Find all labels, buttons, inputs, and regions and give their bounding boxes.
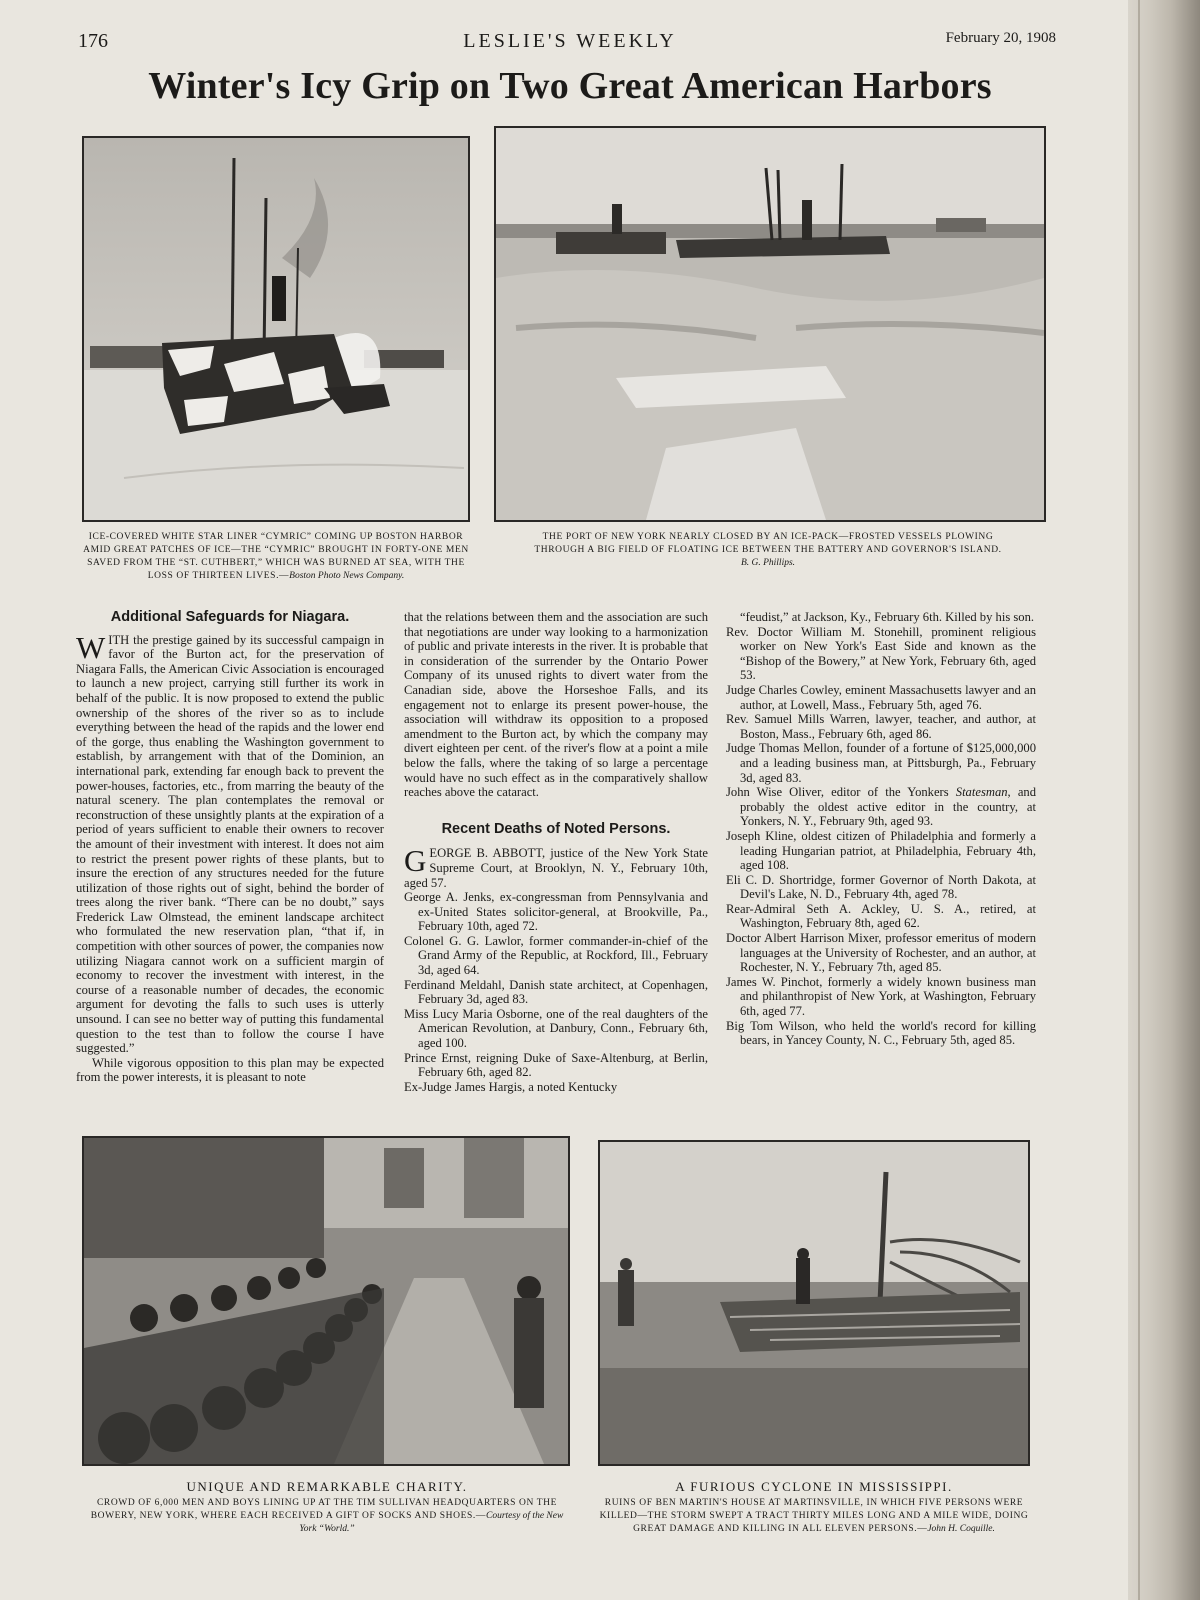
page-headline: Winter's Icy Grip on Two Great American Harbors bbox=[148, 65, 992, 107]
niagara-paragraph-1 bbox=[76, 629, 384, 1056]
death-entry-col3b-5: Big Tom Wilson, who held the world's record for killing bears, in Yancey County, N. C., February 5th, aged 85. bbox=[726, 1018, 1036, 1048]
cyclone-caption-text: RUINS OF BEN MARTIN'S HOUSE AT MARTINSVILLE, IN WHICH FIVE PERSONS WERE KILLED—THE STORM SWEPT A TRACT THIRTY MILES LONG AND A MILE WIDE, DOING GREAT DAMAGE AND KILLING IN ALL ELEVEN PERSONS.— bbox=[599, 1498, 1029, 1534]
oliver-text-b: , and probably the oldest active editor in the country, at Yonkers, N. Y., February 9th, aged 93. bbox=[740, 785, 1036, 829]
oliver-newspaper-name: Statesman bbox=[955, 785, 1008, 800]
niagara-article bbox=[76, 610, 384, 1085]
death-entry-4: Prince Ernst, reigning Duke of Saxe-Altenburg, at Berlin, February 6th, aged 82. bbox=[404, 1050, 708, 1080]
niagara-paragraph-2: While vigorous opposition to this plan may be expected from the power interests, it is pleasant to note bbox=[76, 1055, 384, 1085]
charity-photo-credit: Courtesy of the New York “World.” bbox=[299, 1511, 564, 1534]
death-entry-1: Colonel G. G. Lawlor, former commander-in-chief of the Grand Army of the Republic, at Rockford, Ill., February 3d, aged 64. bbox=[404, 933, 708, 978]
death-entry-3: Miss Lucy Maria Osborne, one of the real daughters of the American Revolution, at Danbury, Conn., February 6th, aged 100. bbox=[404, 1006, 708, 1051]
niagara-heading: Additional Safeguards for Niagara. bbox=[110, 609, 350, 625]
death-entry-col3b-0: Joseph Kline, oldest citizen of Philadelphia and formerly a leading Hungarian patriot, at Philadelphia, February 4th, aged 108. bbox=[726, 828, 1036, 873]
death-entry-col3b-1: Eli C. D. Shortridge, former Governor of North Dakota, at Devil's Lake, N. D., February 4th, aged 78. bbox=[726, 872, 1036, 902]
niagara-paragraph-2-continued: that the relations between them and the association are such that negotiations are under way looking to a harmonization of public and private interests in the river. It is probable that in consideration of the surrender by the Ontario Power Company of its unused rights to divert water from the Canadian side, above the Horseshoe Falls, and its engagement not to enlarge its present power-house, the association will withdraw its opposition to a proposed amendment to the Burton act, by which the company may divert eighteen per cent. of the river's flow at a point a mile below the falls, where the taking of so large a percentage would have no such effect as in the comparatively shallow reaches above the cataract. bbox=[404, 610, 708, 800]
deaths-list-part-3 bbox=[726, 829, 1036, 1048]
death-entry-oliver bbox=[726, 785, 1036, 829]
oliver-text-a: John Wise Oliver, editor of the Yonkers bbox=[726, 785, 956, 800]
deaths-list-part-1 bbox=[404, 843, 708, 1094]
death-entry-0: George A. Jenks, ex-congressman from Pennsylvania and ex-United States solicitor-general, at Brookville, Pa., February 10th, aged 72. bbox=[404, 890, 708, 934]
charity-photo bbox=[82, 1136, 570, 1466]
deaths-dropcap: G bbox=[404, 843, 427, 879]
charity-caption-title: UNIQUE AND REMARKABLE CHARITY. bbox=[186, 1479, 468, 1494]
deaths-list-part-2 bbox=[726, 610, 1036, 785]
death-entry-abbott bbox=[404, 843, 708, 890]
death-entry-col3-2: Rev. Samuel Mills Warren, lawyer, teacher, and author, at Boston, Mass., February 6th, aged 86. bbox=[726, 712, 1036, 741]
new-york-caption-text: THE PORT OF NEW YORK NEARLY CLOSED BY AN ICE-PACK—FROSTED VESSELS PLOWING THROUGH A BIG FIELD OF FLOATING ICE BETWEEN THE BATTERY AND GOVERNOR'S ISLAND. bbox=[534, 532, 1002, 555]
cymric-caption-text: ICE-COVERED WHITE STAR LINER “CYMRIC” COMING UP BOSTON HARBOR AMID GREAT PATCHES OF ICE—THE “CYMRIC” BROUGHT IN FORTY-ONE MEN SAVED FROM THE “ST. CUTHBERT,” WHICH WAS BURNED AT SEA, WITH THE LOSS OF THIRTEEN LIVES.— bbox=[83, 532, 469, 581]
death-entry-col3b-3: Doctor Albert Harrison Mixer, professor emeritus of modern languages at the University of Rochester, and an author, at Rochester, N. Y., February 7th, aged 85. bbox=[726, 931, 1036, 975]
cyclone-photo bbox=[598, 1140, 1030, 1466]
niagara-paragraph-1-text: ITH the prestige gained by its successful campaign in favor of the Burton act, for the preservation of Niagara Falls, the American Civic Association is encouraged to launch a new project, carrying still further its work in behalf of the public. It is now proposed to extend the public ownership of the shores of the river so as to include everything between the head of the rapids and the lower end of the gorge, thus enabling the Washington government to establish, by arrangement with that of the Dominion, an international park, extending far enough back to prevent the power-houses, factories, etc., from marring the beauty of the natural scenery. The plan contemplates the removal or reconstruction of these unsightly plants at the expiration of a period of years sufficient to enable their owners to recover the amount of their investment with interest. It does not aim to restrict the present power rights of these plants, but to insure the erection of any structures needed for the future utilization of those rights out of sight, behind the border of trees along the river bank. “There can be no doubt,” says Frederick Law Olmstead, the eminent landscape architect who formulated the new reservation plan, “that if, in competition with other sources of power, the companies now utilizing Niagara cannot work on a sufficient margin of economy to recover the investment with interest, in the course of a reasonable number of decades, the economic argument for devoting the falls to such uses is utterly unsound. I can see no better way of putting this fundamental question to the test than to follow the course I have suggested.” bbox=[76, 632, 384, 1056]
cymric-photo-credit: Boston Photo News Company. bbox=[289, 571, 405, 581]
cyclone-caption-title: A FURIOUS CYCLONE IN MISSISSIPPI. bbox=[675, 1479, 953, 1494]
new-york-caption bbox=[530, 531, 1006, 570]
deaths-heading: Recent Deaths of Noted Persons. bbox=[441, 820, 671, 837]
issue-date: February 20, 1908 bbox=[945, 30, 1056, 46]
death-entry-col3-0: Rev. Doctor William M. Stonehill, prominent religious worker on New York's East Side and known as the “Bishop of the Bowery,” at New York, February 6th, aged 53. bbox=[726, 624, 1036, 683]
death-entry-oliver-wrap bbox=[726, 785, 1036, 829]
death-entry-5: Ex-Judge James Hargis, a noted Kentucky bbox=[404, 1079, 618, 1094]
charity-caption-text: CROWD OF 6,000 MEN AND BOYS LINING UP AT THE TIM SULLIVAN HEADQUARTERS ON THE BOWERY, NEW YORK, WHERE EACH RECEIVED A GIFT OF SOCKS AND SHOES.— bbox=[90, 1498, 558, 1521]
death-entry-col3b-2: Rear-Admiral Seth A. Ackley, U. S. A., retired, at Washington, February 8th, aged 62. bbox=[726, 901, 1036, 931]
death-entry-col3b-4: James W. Pinchot, formerly a widely known business man and philanthropist of New York, at Washington, February 6th, aged 77. bbox=[726, 974, 1036, 1019]
cyclone-photo-credit: John H. Coquille. bbox=[927, 1524, 995, 1534]
cyclone-caption bbox=[586, 1480, 1042, 1536]
adjacent-page-edge bbox=[1128, 0, 1200, 1600]
death-entry-col3-1: Judge Charles Cowley, eminent Massachusetts lawyer and an author, at Lowell, Mass., February 5th, aged 76. bbox=[726, 682, 1036, 712]
niagara-dropcap: W bbox=[76, 629, 106, 665]
publication-name: LESLIE'S WEEKLY bbox=[463, 30, 677, 52]
cymric-caption bbox=[78, 531, 474, 583]
death-entry-2: Ferdinand Meldahl, Danish state architect, at Copenhagen, February 3d, aged 83. bbox=[404, 977, 708, 1007]
page-number: 176 bbox=[78, 30, 108, 52]
charity-caption bbox=[88, 1480, 566, 1536]
death-entry-col3-3: Judge Thomas Mellon, founder of a fortune of $125,000,000 and a leading business man, at Pittsburgh, Pa., February 3d, aged 83. bbox=[726, 741, 1036, 785]
column-2 bbox=[404, 610, 708, 1094]
new-york-harbor-photo bbox=[494, 126, 1046, 522]
death-entry-hargis-continued: “feudist,” at Jackson, Ky., February 6th. Killed by his son. bbox=[740, 610, 1035, 624]
cymric-photo bbox=[82, 136, 470, 522]
column-3 bbox=[726, 610, 1036, 1048]
new-york-photo-credit: B. G. Phillips. bbox=[740, 558, 796, 568]
death-entry-abbott-text: EORGE B. ABBOTT, justice of the New York State Supreme Court, at Brooklyn, N. Y., February 10th, aged 57. bbox=[404, 846, 708, 890]
